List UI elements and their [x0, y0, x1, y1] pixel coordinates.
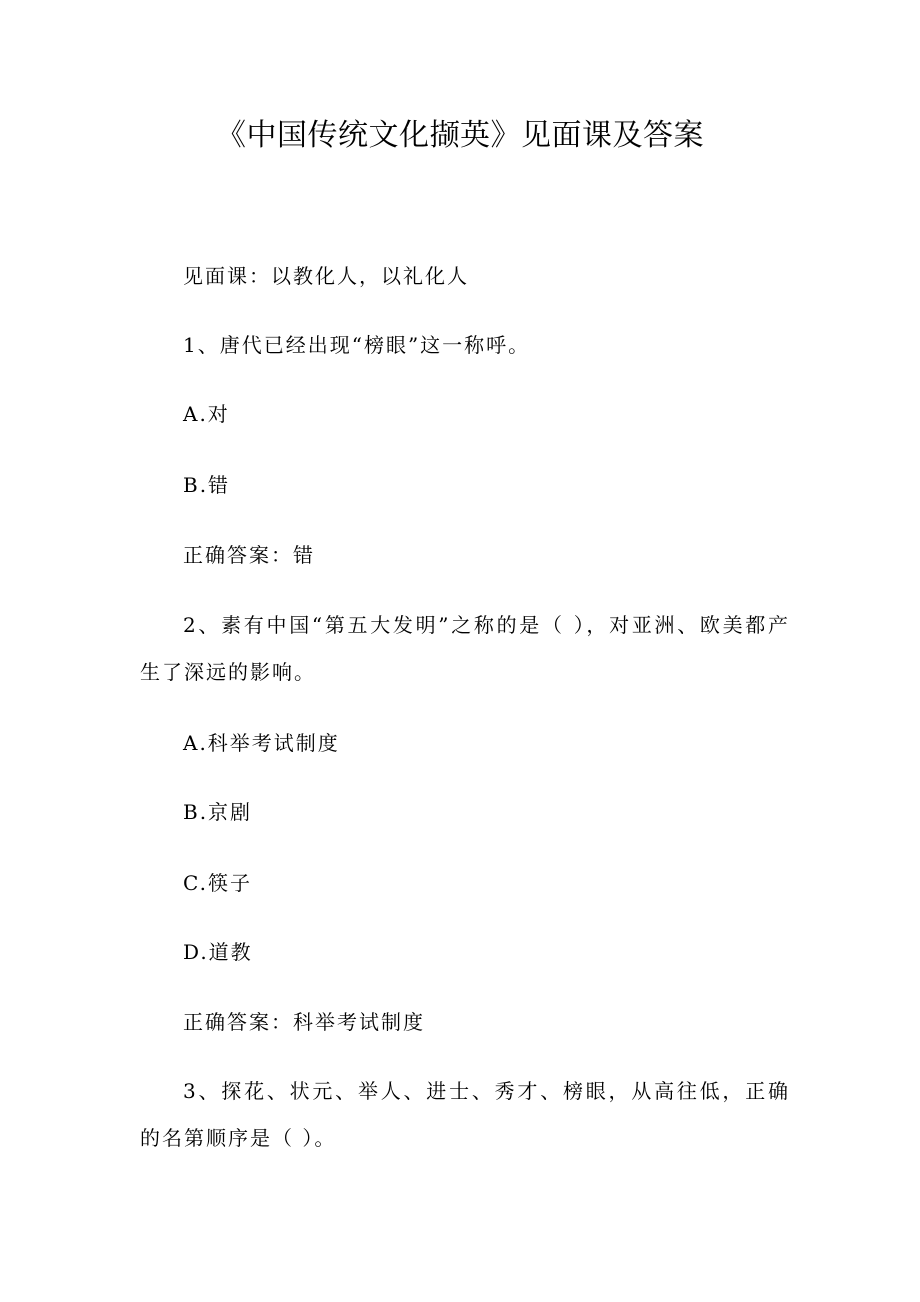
- question-1-stem: 1、唐代已经出现“榜眼”这一称呼。: [183, 333, 531, 357]
- question-1-option-a: A.对: [183, 402, 230, 426]
- question-2-option-d: D.道教: [183, 940, 253, 964]
- question-3-stem: 3、探花、状元、举人、进士、秀才、榜眼，从高往低，正确的名第顺序是（ ）。: [140, 1079, 790, 1150]
- question-2-option-c: C.筷子: [183, 871, 252, 895]
- section-heading: 见面课：以教化人，以礼化人: [183, 264, 469, 288]
- question-2-answer: 正确答案：科举考试制度: [183, 1010, 425, 1034]
- question-2-stem: 2、素有中国“第五大发明”之称的是（ ），对亚洲、欧美都产生了深远的影响。: [140, 613, 790, 684]
- document-title: 《中国传统文化撷英》见面课及答案: [216, 118, 704, 153]
- question-1-answer: 正确答案：错: [183, 543, 315, 567]
- question-2-option-b: B.京剧: [183, 800, 253, 824]
- question-2-option-a: A.科举考试制度: [183, 731, 340, 755]
- question-1-option-b: B.错: [183, 473, 231, 497]
